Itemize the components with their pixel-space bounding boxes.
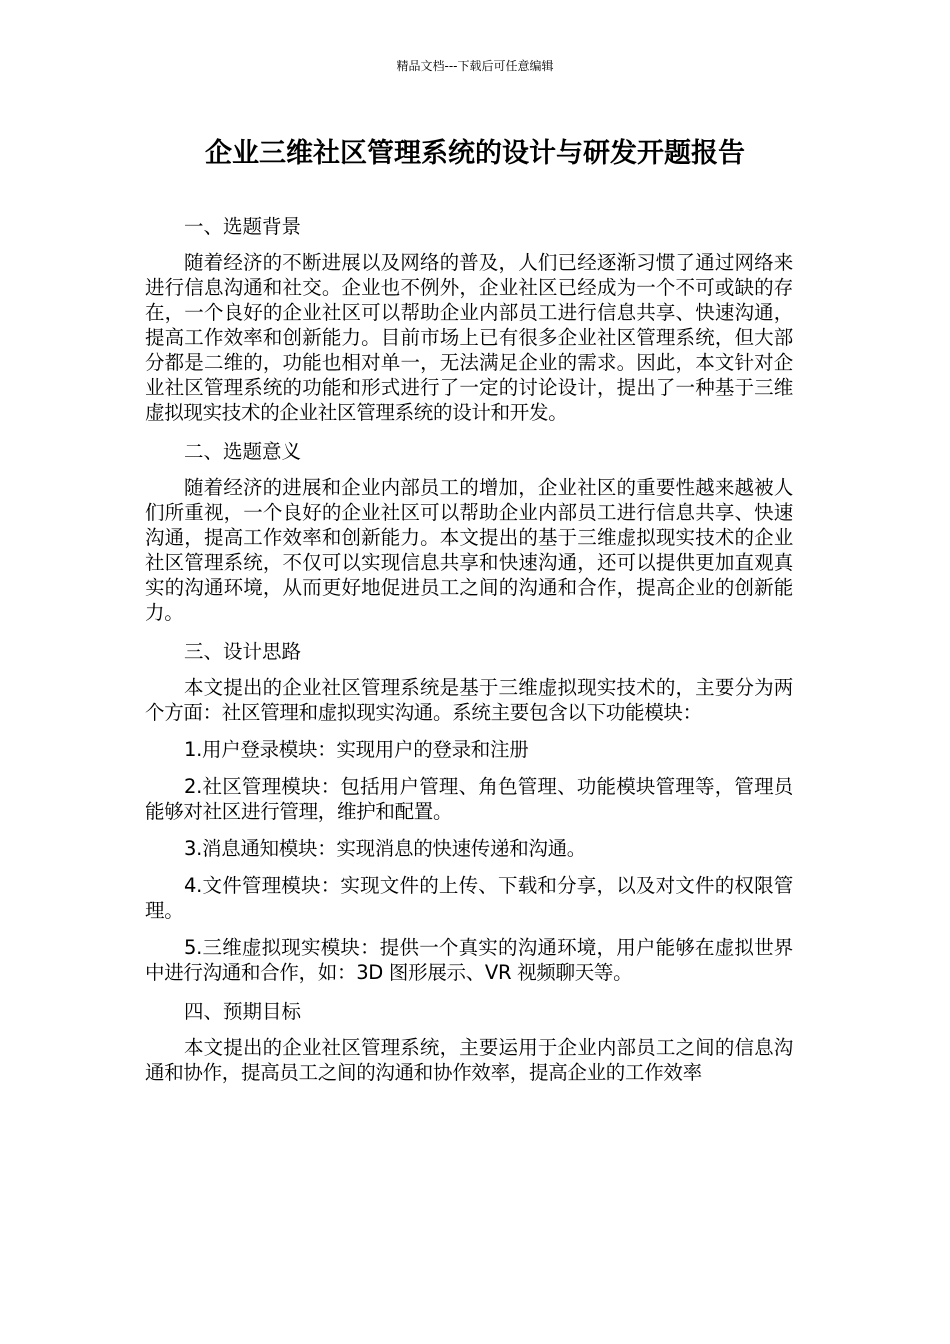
- document-body: [145, 212, 793, 1097]
- section-heading: 四、预期目标: [184, 1000, 302, 1023]
- section-paragraph: 随着经济的进展和企业内部员工的增加，企业社区的重要性越来越被人们所重视，一个良好的企业社区可以帮助企业内部员工进行信息共享、快速沟通，提高工作效率和创新能力。本文提出的基于三维虚拟现实技术的企业社区管理系统，不仅可以实现信息共享和快速沟通，还可以提供更加直观真实的沟通环境，从而更好地促进员工之间的沟通和合作，提高企业的创新能力。: [145, 476, 793, 624]
- section-heading: 一、选题背景: [184, 215, 302, 238]
- section-heading: 二、选题意义: [184, 440, 302, 463]
- header-note: 精品文档---下载后可任意编辑: [396, 59, 554, 73]
- section-paragraph: 随着经济的不断进展以及网络的普及，人们已经逐渐习惯了通过网络来进行信息沟通和社交。企业也不例外，企业社区已经成为一个不可或缺的存在，一个良好的企业社区可以帮助企业内部员工进行信息共享、快速沟通，提高工作效率和创新能力。目前市场上已有很多企业社区管理系统，但大部分都是二维的，功能也相对单一，无法满足企业的需求。因此，本文针对企业社区管理系统的功能和形式进行了一定的讨论设计，提出了一种基于三维虚拟现实技术的企业社区管理系统的设计和开发。: [145, 251, 793, 424]
- module-item: 4.文件管理模块：实现文件的上传、下载和分享，以及对文件的权限管理。: [145, 874, 793, 922]
- module-item: 2.社区管理模块：包括用户管理、角色管理、功能模块管理等，管理员能够对社区进行管理，维护和配置。: [145, 775, 793, 823]
- module-item: 3.消息通知模块：实现消息的快速传递和沟通。: [184, 837, 587, 860]
- module-item: 1.用户登录模块：实现用户的登录和注册: [184, 738, 529, 761]
- section-background: [145, 212, 793, 425]
- module-item: 5.三维虚拟现实模块：提供一个真实的沟通环境，用户能够在虚拟世界中进行沟通和合作，如：3D 图形展示、VR 视频聊天等。: [145, 936, 793, 984]
- section-paragraph: 本文提出的企业社区管理系统是基于三维虚拟现实技术的，主要分为两个方面：社区管理和虚拟现实沟通。系统主要包含以下功能模块：: [145, 676, 793, 724]
- section-design: [145, 637, 793, 985]
- section-goals: [145, 997, 793, 1085]
- document-title: 企业三维社区管理系统的设计与研发开题报告: [205, 138, 745, 169]
- section-heading: 三、设计思路: [184, 640, 302, 663]
- section-paragraph: 本文提出的企业社区管理系统，主要运用于企业内部员工之间的信息沟通和协作，提高员工之间的沟通和协作效率，提高企业的工作效率: [145, 1036, 793, 1084]
- section-significance: [145, 437, 793, 625]
